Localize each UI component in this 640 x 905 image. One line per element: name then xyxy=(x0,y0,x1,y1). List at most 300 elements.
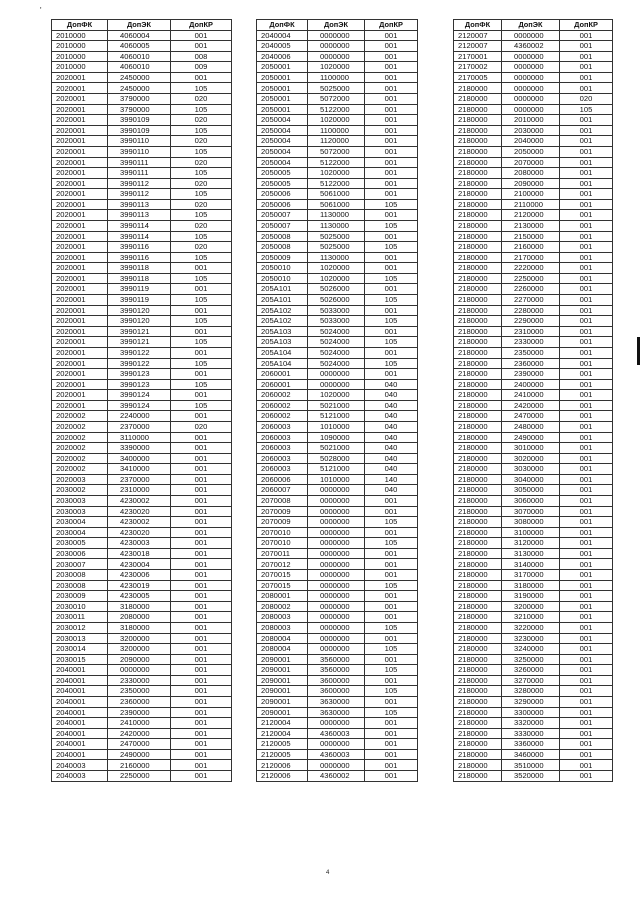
cell-dopkr: 105 xyxy=(365,220,418,231)
table-row xyxy=(454,369,613,380)
cell-dopek: 2070000 xyxy=(502,157,560,168)
cell-dopfk: 2020001 xyxy=(52,94,108,105)
cell-dopek: 3990111 xyxy=(108,157,171,168)
cell-dopek: 3460000 xyxy=(502,749,560,760)
cell-dopek: 2450000 xyxy=(108,72,171,83)
table-row xyxy=(257,210,418,221)
cell-dopkr: 001 xyxy=(171,686,232,697)
table-row xyxy=(454,707,613,718)
cell-dopkr: 105 xyxy=(171,273,232,284)
table-row xyxy=(52,189,232,200)
cell-dopfk: 2020001 xyxy=(52,83,108,94)
table-row xyxy=(257,728,418,739)
cell-dopkr: 001 xyxy=(365,675,418,686)
cell-dopek: 1100000 xyxy=(308,72,365,83)
cell-dopfk: 2120007 xyxy=(454,30,502,41)
cell-dopek: 2360000 xyxy=(108,697,171,708)
cell-dopfk: 2040001 xyxy=(52,707,108,718)
table-row xyxy=(454,739,613,750)
cell-dopkr: 001 xyxy=(171,305,232,316)
cell-dopek: 3040000 xyxy=(502,474,560,485)
cell-dopek: 2280000 xyxy=(502,305,560,316)
table-row xyxy=(454,548,613,559)
cell-dopkr: 001 xyxy=(560,718,613,729)
table-row xyxy=(454,242,613,253)
table-row xyxy=(257,464,418,475)
table-row xyxy=(52,760,232,771)
cell-dopek: 4230019 xyxy=(108,580,171,591)
table-row xyxy=(257,41,418,52)
cell-dopek: 0000000 xyxy=(502,104,560,115)
cell-dopek: 3990120 xyxy=(108,316,171,327)
cell-dopfk: 2180000 xyxy=(454,390,502,401)
table-row xyxy=(454,601,613,612)
cell-dopfk: 2020001 xyxy=(52,199,108,210)
cell-dopek: 3230000 xyxy=(502,633,560,644)
cell-dopek: 3520000 xyxy=(502,771,560,782)
cell-dopek: 3240000 xyxy=(502,644,560,655)
cell-dopek: 0000000 xyxy=(308,51,365,62)
cell-dopkr: 105 xyxy=(171,295,232,306)
cell-dopkr: 001 xyxy=(171,771,232,782)
cell-dopek: 4060004 xyxy=(108,30,171,41)
cell-dopfk: 2170001 xyxy=(454,51,502,62)
cell-dopfk: 205A104 xyxy=(257,358,308,369)
cell-dopkr: 001 xyxy=(171,633,232,644)
table-row xyxy=(454,506,613,517)
table-row xyxy=(257,305,418,316)
cell-dopek: 5122000 xyxy=(308,178,365,189)
cell-dopek: 3990123 xyxy=(108,369,171,380)
table-row xyxy=(454,94,613,105)
cell-dopkr: 001 xyxy=(560,411,613,422)
cell-dopfk: 2180000 xyxy=(454,125,502,136)
cell-dopfk: 2050008 xyxy=(257,231,308,242)
cell-dopkr: 001 xyxy=(560,760,613,771)
cell-dopkr: 001 xyxy=(171,453,232,464)
cell-dopfk: 2180000 xyxy=(454,718,502,729)
cell-dopkr: 105 xyxy=(365,295,418,306)
cell-dopfk: 2020001 xyxy=(52,305,108,316)
cell-dopkr: 001 xyxy=(365,231,418,242)
table-row xyxy=(257,538,418,549)
table-row xyxy=(454,644,613,655)
cell-dopfk: 205A102 xyxy=(257,316,308,327)
table-row xyxy=(454,622,613,633)
cell-dopek: 3290000 xyxy=(502,697,560,708)
cell-dopkr: 105 xyxy=(365,242,418,253)
cell-dopfk: 2080003 xyxy=(257,622,308,633)
cell-dopek: 5021000 xyxy=(308,443,365,454)
cell-dopek: 5033000 xyxy=(308,305,365,316)
cell-dopek: 3630000 xyxy=(308,707,365,718)
cell-dopek: 3990111 xyxy=(108,168,171,179)
cell-dopek: 3510000 xyxy=(502,760,560,771)
cell-dopkr: 001 xyxy=(365,104,418,115)
table-row xyxy=(257,252,418,263)
cell-dopfk: 2030007 xyxy=(52,559,108,570)
table-row xyxy=(257,316,418,327)
cell-dopek: 0000000 xyxy=(308,760,365,771)
cell-dopek: 1130000 xyxy=(308,220,365,231)
cell-dopkr: 001 xyxy=(560,601,613,612)
cell-dopfk: 2020001 xyxy=(52,390,108,401)
cell-dopkr: 001 xyxy=(171,538,232,549)
cell-dopkr: 001 xyxy=(560,633,613,644)
cell-dopkr: 001 xyxy=(365,30,418,41)
cell-dopkr: 001 xyxy=(560,146,613,157)
table-header-row xyxy=(52,20,232,31)
header-dopkr: ДопКР xyxy=(365,20,418,31)
cell-dopkr: 001 xyxy=(171,411,232,422)
cell-dopek: 3560000 xyxy=(308,654,365,665)
cell-dopkr: 001 xyxy=(560,263,613,274)
cell-dopek: 2490000 xyxy=(108,749,171,760)
table-row xyxy=(257,326,418,337)
table-row xyxy=(257,633,418,644)
table-row xyxy=(52,316,232,327)
cell-dopfk: 2020002 xyxy=(52,411,108,422)
cell-dopfk: 2180000 xyxy=(454,527,502,538)
cell-dopkr: 040 xyxy=(365,379,418,390)
cell-dopkr: 001 xyxy=(171,675,232,686)
cell-dopek: 3400000 xyxy=(108,453,171,464)
cell-dopfk: 2030003 xyxy=(52,506,108,517)
cell-dopek: 1020000 xyxy=(308,390,365,401)
table-row xyxy=(454,358,613,369)
header-dopkr: ДопКР xyxy=(560,20,613,31)
cell-dopfk: 2020002 xyxy=(52,421,108,432)
cell-dopfk: 2050001 xyxy=(257,104,308,115)
cell-dopkr: 001 xyxy=(171,622,232,633)
table-row xyxy=(454,72,613,83)
cell-dopfk: 2010000 xyxy=(52,62,108,73)
cell-dopkr: 105 xyxy=(365,517,418,528)
cell-dopek: 4060005 xyxy=(108,41,171,52)
table-row xyxy=(257,601,418,612)
cell-dopfk: 2060002 xyxy=(257,400,308,411)
cell-dopek: 1020000 xyxy=(308,273,365,284)
table-row xyxy=(52,115,232,126)
cell-dopfk: 2180000 xyxy=(454,358,502,369)
cell-dopek: 5061000 xyxy=(308,189,365,200)
table-row xyxy=(454,347,613,358)
cell-dopfk: 2180000 xyxy=(454,178,502,189)
cell-dopkr: 001 xyxy=(365,739,418,750)
cell-dopfk: 2180000 xyxy=(454,464,502,475)
cell-dopfk: 2040003 xyxy=(52,771,108,782)
cell-dopkr: 001 xyxy=(365,62,418,73)
cell-dopfk: 2120004 xyxy=(257,728,308,739)
cell-dopfk: 2020001 xyxy=(52,231,108,242)
cell-dopek: 3990120 xyxy=(108,305,171,316)
table-row xyxy=(454,305,613,316)
cell-dopfk: 2050008 xyxy=(257,242,308,253)
cell-dopfk: 2030004 xyxy=(52,517,108,528)
cell-dopfk: 205A104 xyxy=(257,347,308,358)
cell-dopek: 2490000 xyxy=(502,432,560,443)
table-row xyxy=(52,538,232,549)
table-row xyxy=(257,295,418,306)
table-row xyxy=(52,146,232,157)
table-row xyxy=(52,273,232,284)
table-row xyxy=(454,220,613,231)
table-row xyxy=(52,675,232,686)
table-row xyxy=(454,612,613,623)
cell-dopkr: 001 xyxy=(560,686,613,697)
table-row xyxy=(454,199,613,210)
table-row xyxy=(52,125,232,136)
cell-dopkr: 001 xyxy=(560,168,613,179)
cell-dopfk: 2050004 xyxy=(257,125,308,136)
table-row xyxy=(52,157,232,168)
cell-dopfk: 2180000 xyxy=(454,263,502,274)
table-row xyxy=(52,347,232,358)
cell-dopek: 0000000 xyxy=(308,644,365,655)
cell-dopkr: 105 xyxy=(365,580,418,591)
page-number: 4 xyxy=(326,870,330,876)
table-row xyxy=(257,665,418,676)
cell-dopkr: 001 xyxy=(560,538,613,549)
cell-dopek: 1010000 xyxy=(308,474,365,485)
table-row xyxy=(52,41,232,52)
cell-dopfk: 2180000 xyxy=(454,686,502,697)
cell-dopkr: 001 xyxy=(171,30,232,41)
table-row xyxy=(257,771,418,782)
table-row xyxy=(454,749,613,760)
cell-dopkr: 001 xyxy=(171,749,232,760)
cell-dopek: 0000000 xyxy=(308,30,365,41)
table-row xyxy=(257,104,418,115)
table-row xyxy=(454,771,613,782)
cell-dopkr: 001 xyxy=(171,41,232,52)
cell-dopkr: 001 xyxy=(171,697,232,708)
table-row xyxy=(454,464,613,475)
cell-dopek: 2260000 xyxy=(502,284,560,295)
cell-dopek: 5072000 xyxy=(308,146,365,157)
table-row xyxy=(454,379,613,390)
table-row xyxy=(454,538,613,549)
table-row xyxy=(257,390,418,401)
cell-dopfk: 2090001 xyxy=(257,707,308,718)
table-header-row xyxy=(454,20,613,31)
cell-dopfk: 2050001 xyxy=(257,94,308,105)
table-row xyxy=(454,157,613,168)
cell-dopfk: 2060003 xyxy=(257,432,308,443)
cell-dopkr: 001 xyxy=(560,189,613,200)
cell-dopek: 2240000 xyxy=(108,411,171,422)
table-row xyxy=(454,316,613,327)
cell-dopfk: 2050001 xyxy=(257,83,308,94)
cell-dopfk: 2060001 xyxy=(257,379,308,390)
table-row xyxy=(257,400,418,411)
table-row xyxy=(454,517,613,528)
cell-dopfk: 2180000 xyxy=(454,633,502,644)
cell-dopfk: 2050004 xyxy=(257,136,308,147)
cell-dopkr: 001 xyxy=(560,612,613,623)
cell-dopfk: 2180000 xyxy=(454,210,502,221)
cell-dopfk: 2020001 xyxy=(52,358,108,369)
cell-dopfk: 2180000 xyxy=(454,665,502,676)
cell-dopek: 0000000 xyxy=(308,369,365,380)
cell-dopkr: 001 xyxy=(365,252,418,263)
cell-dopkr: 001 xyxy=(365,527,418,538)
cell-dopkr: 001 xyxy=(365,305,418,316)
cell-dopfk: 2180000 xyxy=(454,570,502,581)
cell-dopek: 4230002 xyxy=(108,517,171,528)
table-row xyxy=(52,421,232,432)
cell-dopek: 2160000 xyxy=(502,242,560,253)
cell-dopek: 2310000 xyxy=(108,485,171,496)
cell-dopfk: 2020001 xyxy=(52,178,108,189)
table-row xyxy=(52,474,232,485)
cell-dopek: 3990112 xyxy=(108,189,171,200)
cell-dopkr: 001 xyxy=(560,252,613,263)
cell-dopek: 3170000 xyxy=(502,570,560,581)
cell-dopkr: 001 xyxy=(560,115,613,126)
cell-dopek: 3990116 xyxy=(108,252,171,263)
cell-dopek: 0000000 xyxy=(308,718,365,729)
table-row xyxy=(257,263,418,274)
cell-dopek: 2120000 xyxy=(502,210,560,221)
table-row xyxy=(52,263,232,274)
header-dopfk: ДопФК xyxy=(52,20,108,31)
table-row xyxy=(52,749,232,760)
table-row xyxy=(52,665,232,676)
cell-dopfk: 2020001 xyxy=(52,125,108,136)
cell-dopfk: 2070009 xyxy=(257,506,308,517)
cell-dopfk: 2020001 xyxy=(52,168,108,179)
cell-dopek: 3330000 xyxy=(502,728,560,739)
cell-dopkr: 001 xyxy=(365,612,418,623)
cell-dopkr: 001 xyxy=(171,644,232,655)
table-row xyxy=(454,51,613,62)
cell-dopkr: 001 xyxy=(560,707,613,718)
cell-dopek: 3990114 xyxy=(108,231,171,242)
cell-dopek: 2450000 xyxy=(108,83,171,94)
code-table-1 xyxy=(51,19,232,782)
cell-dopek: 3990121 xyxy=(108,337,171,348)
cell-dopfk: 2180000 xyxy=(454,749,502,760)
cell-dopek: 0000000 xyxy=(308,591,365,602)
cell-dopek: 1020000 xyxy=(308,168,365,179)
cell-dopfk: 2180000 xyxy=(454,337,502,348)
table-row xyxy=(454,591,613,602)
cell-dopkr: 105 xyxy=(171,146,232,157)
table-row xyxy=(52,728,232,739)
cell-dopfk: 2030006 xyxy=(52,548,108,559)
table-row xyxy=(257,718,418,729)
table-row xyxy=(52,527,232,538)
cell-dopkr: 001 xyxy=(560,390,613,401)
cell-dopfk: 2180000 xyxy=(454,517,502,528)
cell-dopkr: 001 xyxy=(560,41,613,52)
table-row xyxy=(52,548,232,559)
cell-dopek: 2400000 xyxy=(502,379,560,390)
cell-dopek: 3120000 xyxy=(502,538,560,549)
table-row xyxy=(454,760,613,771)
cell-dopfk: 2050010 xyxy=(257,273,308,284)
table-row xyxy=(257,474,418,485)
table-row xyxy=(52,30,232,41)
cell-dopfk: 2020001 xyxy=(52,295,108,306)
cell-dopfk: 2120006 xyxy=(257,771,308,782)
cell-dopfk: 2040001 xyxy=(52,697,108,708)
table-row xyxy=(257,284,418,295)
cell-dopek: 3250000 xyxy=(502,654,560,665)
cell-dopkr: 105 xyxy=(171,400,232,411)
table-row xyxy=(52,644,232,655)
cell-dopfk: 2180000 xyxy=(454,94,502,105)
cell-dopek: 5121000 xyxy=(308,411,365,422)
cell-dopfk: 2020001 xyxy=(52,369,108,380)
cell-dopkr: 001 xyxy=(560,220,613,231)
cell-dopkr: 040 xyxy=(365,411,418,422)
cell-dopkr: 001 xyxy=(560,210,613,221)
cell-dopkr: 105 xyxy=(365,707,418,718)
table-row xyxy=(257,94,418,105)
cell-dopkr: 001 xyxy=(365,83,418,94)
cell-dopkr: 105 xyxy=(365,358,418,369)
cell-dopek: 5122000 xyxy=(308,104,365,115)
table-header-row xyxy=(257,20,418,31)
cell-dopkr: 020 xyxy=(171,157,232,168)
cell-dopkr: 020 xyxy=(171,242,232,253)
cell-dopfk: 2040006 xyxy=(257,51,308,62)
table-row xyxy=(257,548,418,559)
table-row xyxy=(52,400,232,411)
cell-dopkr: 140 xyxy=(365,474,418,485)
table-row xyxy=(454,210,613,221)
table-row xyxy=(52,72,232,83)
cell-dopek: 2150000 xyxy=(502,231,560,242)
cell-dopek: 5121000 xyxy=(308,464,365,475)
cell-dopkr: 001 xyxy=(560,485,613,496)
table-row xyxy=(257,421,418,432)
cell-dopkr: 001 xyxy=(365,548,418,559)
table-row xyxy=(454,125,613,136)
cell-dopek: 0000000 xyxy=(108,665,171,676)
cell-dopfk: 2180000 xyxy=(454,220,502,231)
cell-dopfk: 2180000 xyxy=(454,316,502,327)
cell-dopkr: 001 xyxy=(560,273,613,284)
cell-dopek: 5025000 xyxy=(308,242,365,253)
cell-dopkr: 001 xyxy=(560,178,613,189)
cell-dopek: 3020000 xyxy=(502,453,560,464)
code-table-2 xyxy=(256,19,418,782)
cell-dopkr: 001 xyxy=(365,760,418,771)
cell-dopkr: 001 xyxy=(560,358,613,369)
cell-dopfk: 2170005 xyxy=(454,72,502,83)
cell-dopkr: 001 xyxy=(560,326,613,337)
cell-dopek: 4060010 xyxy=(108,62,171,73)
code-table-3 xyxy=(453,19,613,782)
cell-dopkr: 001 xyxy=(365,115,418,126)
table-row xyxy=(52,432,232,443)
cell-dopfk: 2040001 xyxy=(52,686,108,697)
cell-dopfk: 2180000 xyxy=(454,104,502,115)
cell-dopfk: 2070009 xyxy=(257,517,308,528)
cell-dopek: 5021000 xyxy=(308,400,365,411)
cell-dopek: 3260000 xyxy=(502,665,560,676)
header-dopkr: ДопКР xyxy=(171,20,232,31)
cell-dopkr: 001 xyxy=(560,644,613,655)
cell-dopkr: 001 xyxy=(171,601,232,612)
cell-dopkr: 001 xyxy=(171,347,232,358)
table-row xyxy=(454,527,613,538)
table-row xyxy=(454,400,613,411)
cell-dopfk: 2180000 xyxy=(454,485,502,496)
